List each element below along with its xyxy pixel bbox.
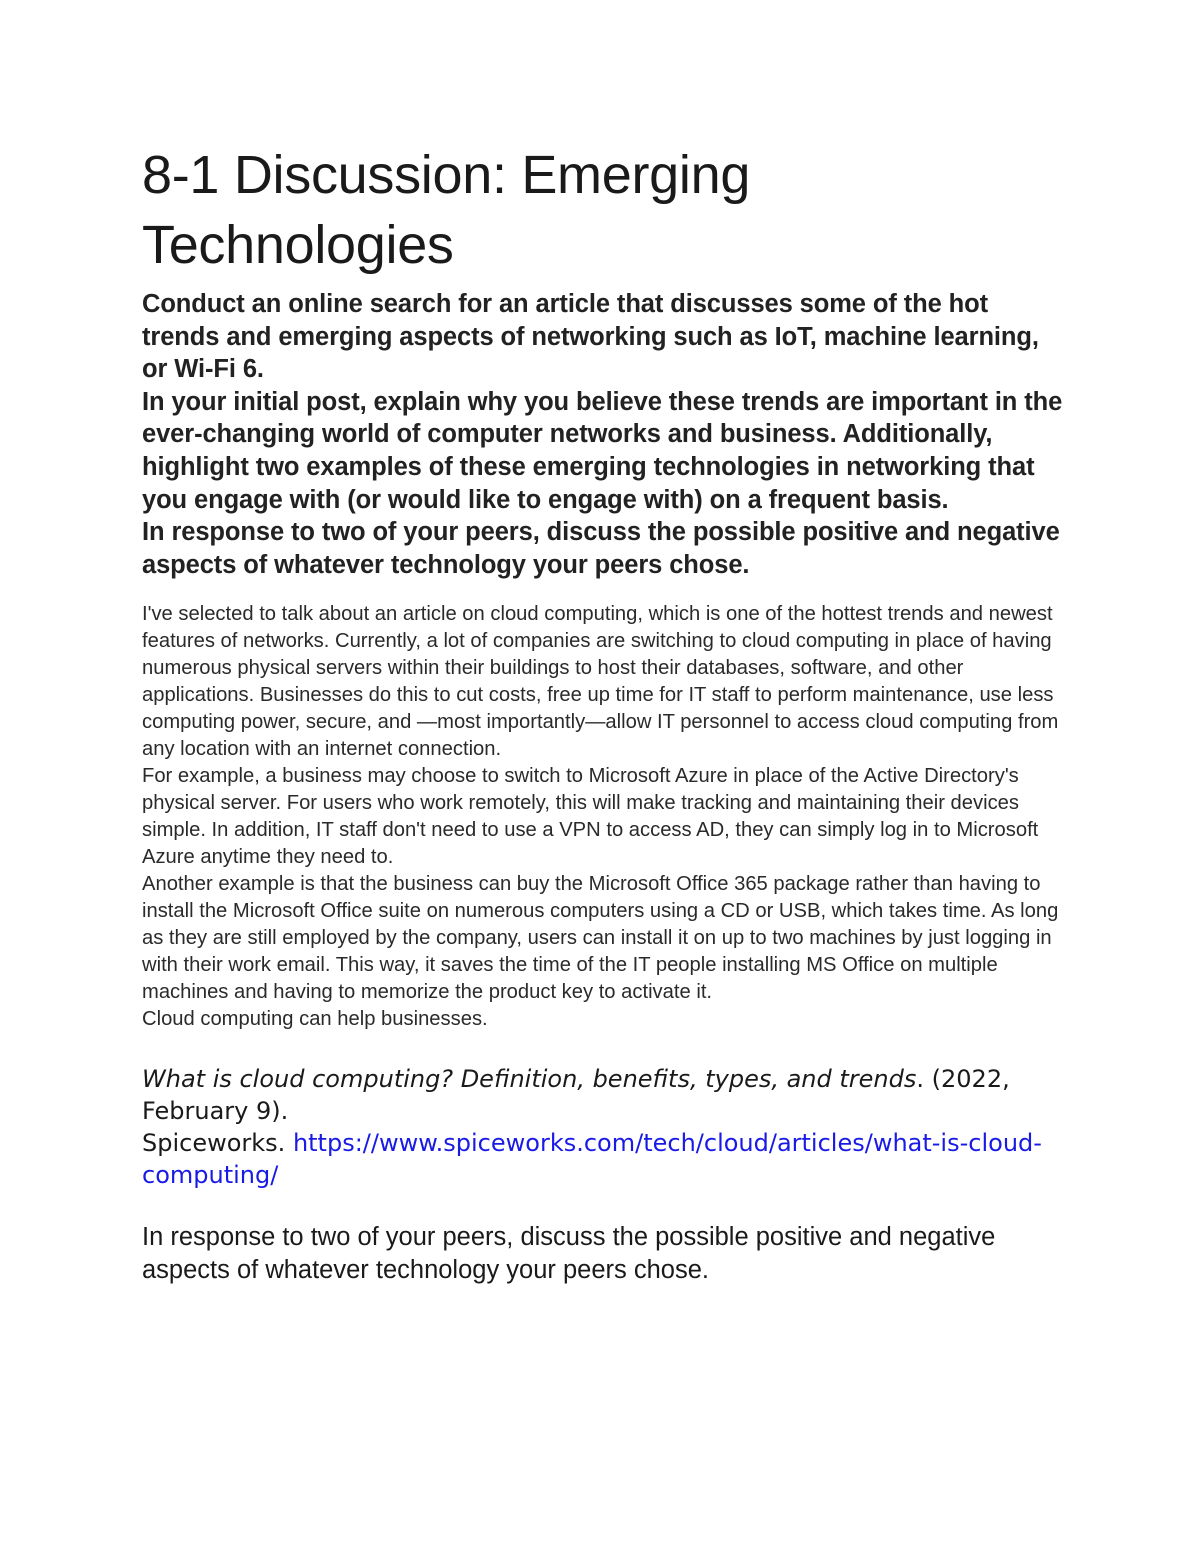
reference-date: (2022, February 9). bbox=[142, 1065, 1010, 1126]
discussion-prompt bbox=[142, 288, 1067, 581]
body-paragraph: Another example is that the business can buy the Microsoft Office 365 package rather than having to install the Microsoft Office suite on numerous computers using a CD or USB, which takes time. As long as they are still employed by the company, users can install it on up to two machines by just logging in with their work email. This way, it saves the time of the IT people installing MS Office on multiple machines and having to memorize the product key to activate it. bbox=[142, 873, 1059, 1004]
document-content bbox=[142, 140, 1067, 1287]
body-paragraph: Cloud computing can help businesses. bbox=[142, 1008, 488, 1031]
page-title: 8-1 Discussion: Emerging Technologies bbox=[142, 145, 751, 275]
body-paragraph: I've selected to talk about an article on cloud computing, which is one of the hottest trends and newest features of networks. Currently, a lot of companies are switching to cloud computing in place of having numerous physical servers within their buildings to host their databases, software, and other applications. Businesses do this to cut costs, free up time for IT staff to perform maintenance, use less computing power, secure, and —most importantly—allow IT personnel to access cloud computing from any location with an internet connection. bbox=[142, 603, 1059, 761]
prompt-paragraph: Conduct an online search for an article that discusses some of the hot trends and emerging aspects of networking such as IoT, machine learning, or Wi-Fi 6. bbox=[142, 290, 1039, 384]
closing-paragraph: In response to two of your peers, discuss the possible positive and negative aspects of whatever technology your peers chose. bbox=[142, 1223, 996, 1285]
prompt-paragraph: In your initial post, explain why you believe these trends are important in the ever-changing world of computer networks and business. Additionally, highlight two examples of these emerging technologies in networking that you engage with (or would like to engage with) on a frequent basis. bbox=[142, 387, 1063, 514]
reference-citation bbox=[142, 1063, 1067, 1191]
body-paragraph: For example, a business may choose to switch to Microsoft Azure in place of the Active Directory's physical server. For users who work remotely, this will make tracking and maintaining their devices simple. In addition, IT staff don't need to use a VPN to access AD, they can simply log in to Microsoft Azure anytime they need to. bbox=[142, 765, 1039, 869]
response-body bbox=[142, 601, 1067, 1033]
closing-prompt bbox=[142, 1221, 1067, 1287]
reference-title-period: . bbox=[916, 1065, 925, 1094]
prompt-paragraph: In response to two of your peers, discuss the possible positive and negative aspects of whatever technology your peers chose. bbox=[142, 518, 1060, 579]
reference-publisher: Spiceworks. bbox=[142, 1129, 293, 1158]
reference-link[interactable]: https://www.spiceworks.com/tech/cloud/articles/what-is-cloud-computing/ bbox=[142, 1129, 1042, 1190]
reference-title: What is cloud computing? Definition, benefits, types, and trends bbox=[142, 1065, 917, 1094]
